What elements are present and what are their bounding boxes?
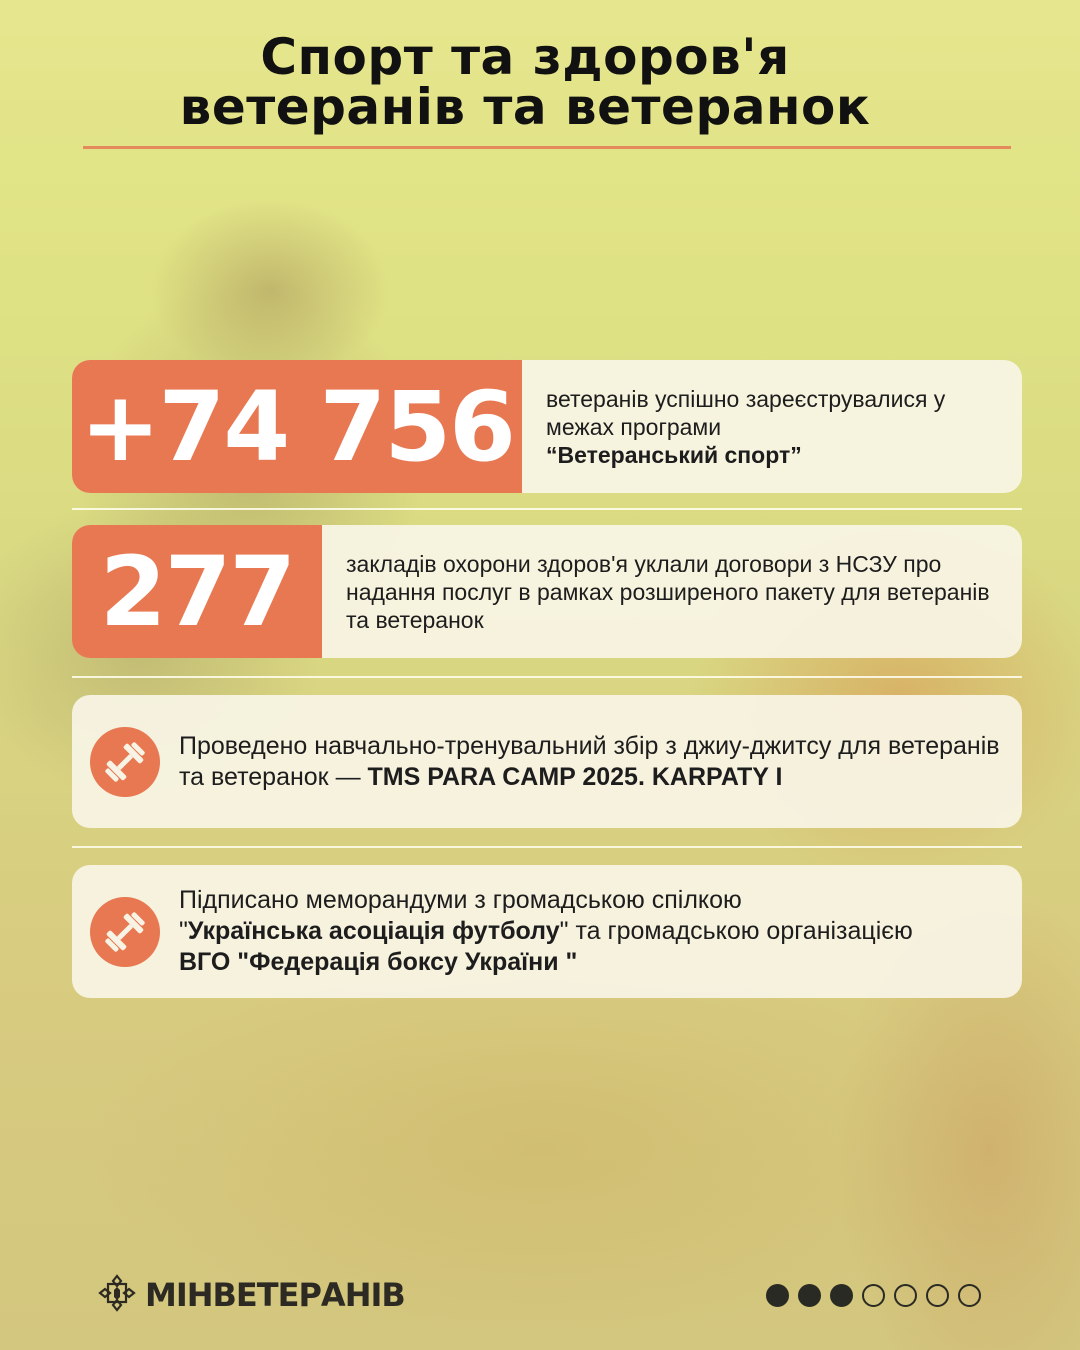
stat-card-registrations <box>72 360 1022 493</box>
stat-description-text: закладів охорони здоров'я уклали договори з НСЗУ про надання послуг в рамках розширеного пакету для ветеранів та ветеранок <box>346 550 990 633</box>
page-title-line-2: ветеранів та ветеранок <box>179 78 871 136</box>
pagination-dot[interactable] <box>926 1284 949 1307</box>
pagination-dots <box>766 1284 981 1307</box>
organization-name-football: Українська асоціація футболу <box>187 917 560 945</box>
page-title <box>0 28 1050 136</box>
ministry-logo <box>97 1275 405 1315</box>
event-name: TMS PARA CAMP 2025. KARPATY I <box>367 762 783 791</box>
pagination-dot[interactable] <box>862 1284 885 1307</box>
quote-mark: " <box>179 917 188 945</box>
page-title-line-1: Спорт та здоров'я <box>260 28 790 86</box>
pagination-dot-current[interactable] <box>830 1284 853 1307</box>
ministry-emblem-icon <box>97 1273 137 1318</box>
program-name: “Ветеранський спорт” <box>546 441 802 468</box>
event-card-camp <box>72 695 1022 828</box>
stat-card-healthcare <box>72 525 1022 658</box>
event-description-camp <box>179 695 1012 828</box>
event-text: Проведено навчально-тренувальний збір з джиу-джитсу для ветеранів та ветеранок — <box>179 731 1000 791</box>
pagination-dot[interactable] <box>766 1284 789 1307</box>
stat-value-healthcare: 277 <box>72 525 322 658</box>
ministry-logo-text: МІНВЕТЕРАНІВ <box>145 1276 405 1314</box>
divider <box>72 508 1022 510</box>
dumbbell-icon <box>90 897 160 967</box>
pagination-dot[interactable] <box>894 1284 917 1307</box>
organization-name-boxing: ВГО "Федерація боксу України " <box>179 948 578 976</box>
dumbbell-icon <box>90 727 160 797</box>
stat-value-registrations: +74 756 <box>72 360 522 493</box>
pagination-dot[interactable] <box>798 1284 821 1307</box>
event-text: " та громадською організацією <box>559 917 913 945</box>
stat-description-text: ветеранів успішно зареєструвалися у межах програми <box>546 385 946 440</box>
event-description-memorandums <box>179 865 1012 998</box>
stat-description-healthcare <box>346 525 1012 658</box>
event-text: Підписано меморандуми з громадською спілкою <box>179 886 742 914</box>
divider <box>72 846 1022 848</box>
event-card-memorandums <box>72 865 1022 998</box>
stat-description-registrations <box>546 360 1012 493</box>
pagination-dot[interactable] <box>958 1284 981 1307</box>
title-divider <box>83 146 1011 149</box>
divider <box>72 676 1022 678</box>
